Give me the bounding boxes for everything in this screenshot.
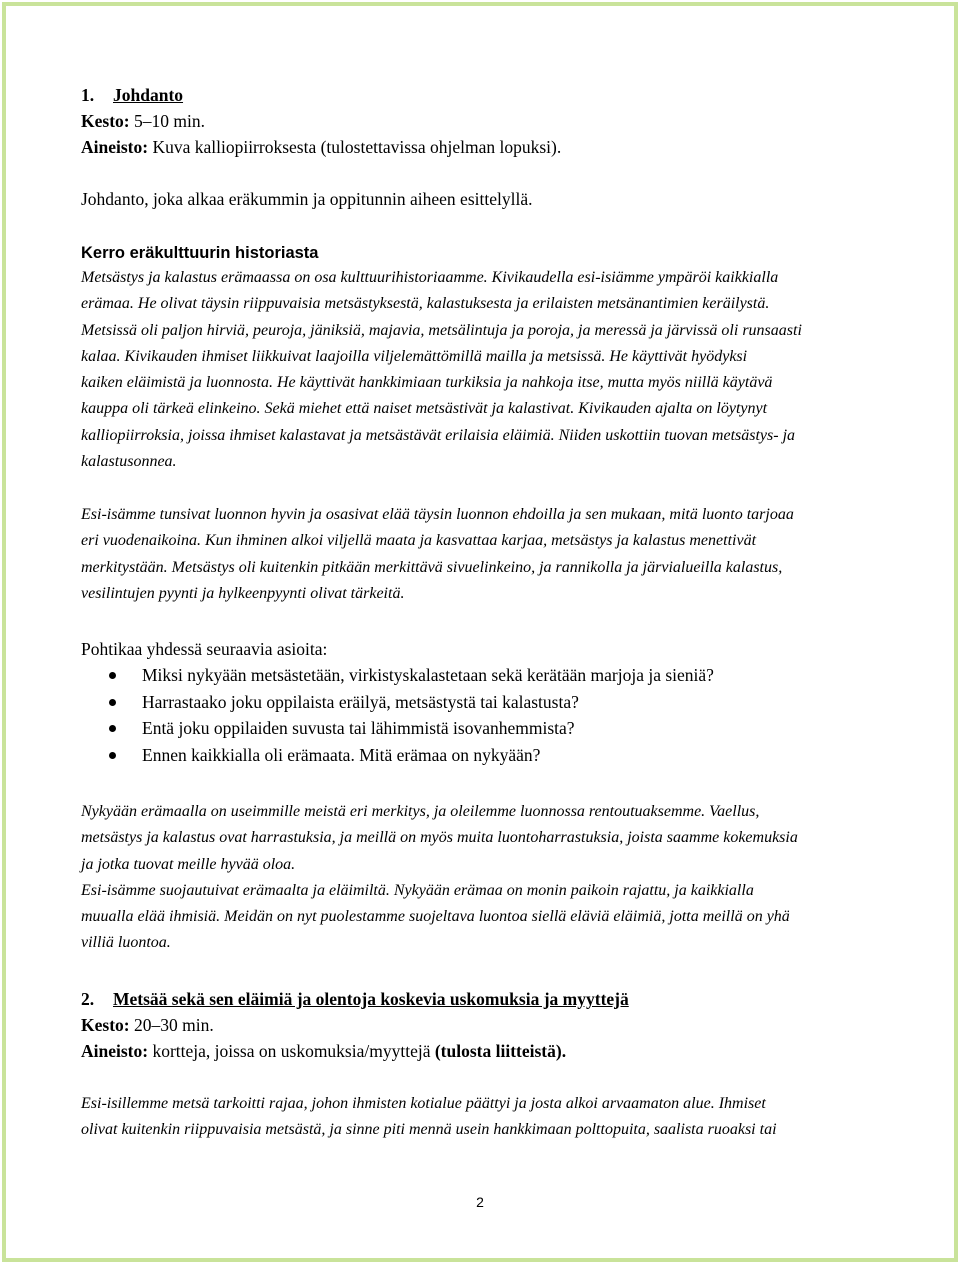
paragraph-line: erämaa. He olivat täysin riippuvaisia metsästyksestä, kalastuksesta ja erilaisten metsänantimien keräilystä.: [81, 295, 770, 313]
today-paragraph: [81, 799, 881, 957]
question-text: Miksi nykyään metsästetään, virkistyskalastetaan sekä kerätään marjoja ja sieniä?: [142, 665, 714, 685]
duration-value: 20–30 min.: [129, 1015, 214, 1035]
paragraph-line: eri vuodenaikoina. Kun ihminen alkoi viljellä maata ja kasvattaa karjaa, metsästys ja kalastus menettivät: [81, 532, 757, 550]
subheading-text: Kerro eräkulttuurin historiasta: [81, 244, 319, 262]
section1-header: [81, 82, 881, 160]
bullet-icon: [109, 725, 116, 732]
duration-value: 5–10 min.: [129, 111, 205, 131]
paragraph-line: Esi-isämme tunsivat luonnon hyvin ja osasivat elää täysin luonnon ehdoilla ja sen mukaan, mitä luonto tarjoaa: [81, 506, 794, 523]
section2-title-line: [81, 986, 881, 1012]
paragraph-line: Metsissä oli paljon hirviä, peuroja, jäniksiä, majavia, metsälintuja ja poroja, ja meressä ja järvissä oli runsaasti: [81, 321, 802, 339]
section1-title-line: [81, 82, 881, 108]
bullet-icon: [109, 699, 116, 706]
section1-duration: [81, 108, 881, 134]
section2-number: 2.: [81, 989, 95, 1009]
question-text: Entä joku oppilaiden suvusta tai lähimmistä isovanhemmista?: [142, 718, 575, 738]
material-value: Kuva kalliopiirroksesta (tulostettavissa ohjelman lopuksi).: [148, 137, 562, 157]
list-item: [81, 742, 881, 769]
paragraph-line: Metsästys ja kalastus erämaassa on osa kulttuurihistoriaamme. Kivikaudella esi-isiämme ympäröi kaikkialla: [81, 269, 779, 286]
list-item: [81, 662, 881, 689]
paragraph-line: Esi-isämme suojautuivat erämaalta ja eläimiltä. Nykyään erämaa on monin paikoin rajattu, ja kaikkialla: [81, 881, 754, 899]
material-value: kortteja, joissa on uskomuksia/myyttejä: [148, 1041, 435, 1061]
paragraph-line: Nykyään erämaalla on useimmille meistä eri merkitys, ja oleilemme luonnossa rentoutuaksemme. Vaellus,: [81, 803, 760, 820]
paragraph-line: kalastusonnea.: [81, 453, 177, 471]
paragraph-line: villiä luontoa.: [81, 934, 171, 952]
list-item: [81, 715, 881, 742]
paragraph-line: kaiken eläimistä ja luonnosta. He käyttivät hankkimiaan turkiksia ja nahkoja itse, mutta myös niillä käytävä: [81, 374, 773, 392]
paragraph-line: ja jotka tuovat meille hyvää oloa.: [81, 855, 296, 873]
duration-label: Kesto:: [81, 111, 130, 131]
list-item: [81, 689, 881, 716]
ancestors-paragraph: [81, 502, 881, 607]
material-print-note: (tulosta liitteistä).: [434, 1041, 567, 1061]
paragraph-line: kalaa. Kivikauden ihmiset liikkuivat laajoilla viljelemättömillä mailla ja metsissä. He käyttivät hyödyksi: [81, 347, 748, 365]
question-text: Harrastaako joku oppilaista eräilyä, metsästystä tai kalastusta?: [142, 691, 579, 712]
discussion-intro: Pohtikaa yhdessä seuraavia asioita:: [81, 639, 328, 659]
section2-material: [81, 1038, 881, 1064]
forest-paragraph: [81, 1091, 881, 1144]
material-label: Aineisto:: [81, 137, 149, 157]
section2-title: Metsää sekä sen eläimiä ja olentoja koskevia uskomuksia ja myyttejä: [113, 989, 629, 1009]
paragraph-line: vesilintujen pyynti ja hylkeenpyynti olivat tärkeitä.: [81, 584, 405, 602]
section1-intro: Johdanto, joka alkaa eräkummin ja oppitunnin aiheen esittelyllä.: [81, 189, 533, 209]
section1-number: 1.: [81, 85, 95, 105]
paragraph-line: olivat kuitenkin riippuvaisia metsästä, ja sinne piti mennä usein hankkimaan polttopuita, saalista ruoaksi tai: [81, 1121, 777, 1139]
bullet-icon: [109, 672, 116, 679]
section2-header: [81, 986, 881, 1064]
material-label: Aineisto:: [81, 1041, 149, 1061]
discussion-questions: [81, 662, 881, 768]
history-paragraph: [81, 265, 881, 475]
bullet-icon: [109, 752, 116, 759]
section1-material: [81, 134, 881, 160]
paragraph-line: Esi-isillemme metsä tarkoitti rajaa, johon ihmisten kotialue päättyi ja josta alkoi arvaamaton alue. Ihmiset: [81, 1095, 766, 1112]
section1-subheading: [81, 239, 881, 266]
question-text: Ennen kaikkialla oli erämaata. Mitä erämaa on nykyään?: [142, 744, 541, 765]
section2-duration: [81, 1012, 881, 1038]
section1-title: Johdanto: [113, 85, 184, 105]
paragraph-line: kalliopiirroksia, joissa ihmiset kalastavat ja metsästävät erilaisia eläimiä. Niiden uskottiin tuovan metsästys- ja: [81, 426, 796, 444]
paragraph-line: metsästys ja kalastus ovat harrastuksia, ja meillä on myös muita luontoharrastuksia, joista saamme kokemuksia: [81, 829, 798, 847]
paragraph-line: kauppa oli tärkeä elinkeino. Sekä miehet että naiset metsästivät ja kalastivat. Kivikauden ajalta on löytynyt: [81, 400, 768, 418]
page-number: 2: [476, 1194, 484, 1210]
paragraph-line: merkitystään. Metsästys oli kuitenkin pitkään merkittävä sivuelinkeino, ja rannikolla ja järvialueilla kalastus,: [81, 558, 783, 576]
duration-label: Kesto:: [81, 1015, 130, 1035]
paragraph-line: muualla elää ihmisiä. Meidän on nyt puolestamme suojeltava luontoa siellä eläviä eläimiä, jotta meillä on yhä: [81, 908, 790, 926]
